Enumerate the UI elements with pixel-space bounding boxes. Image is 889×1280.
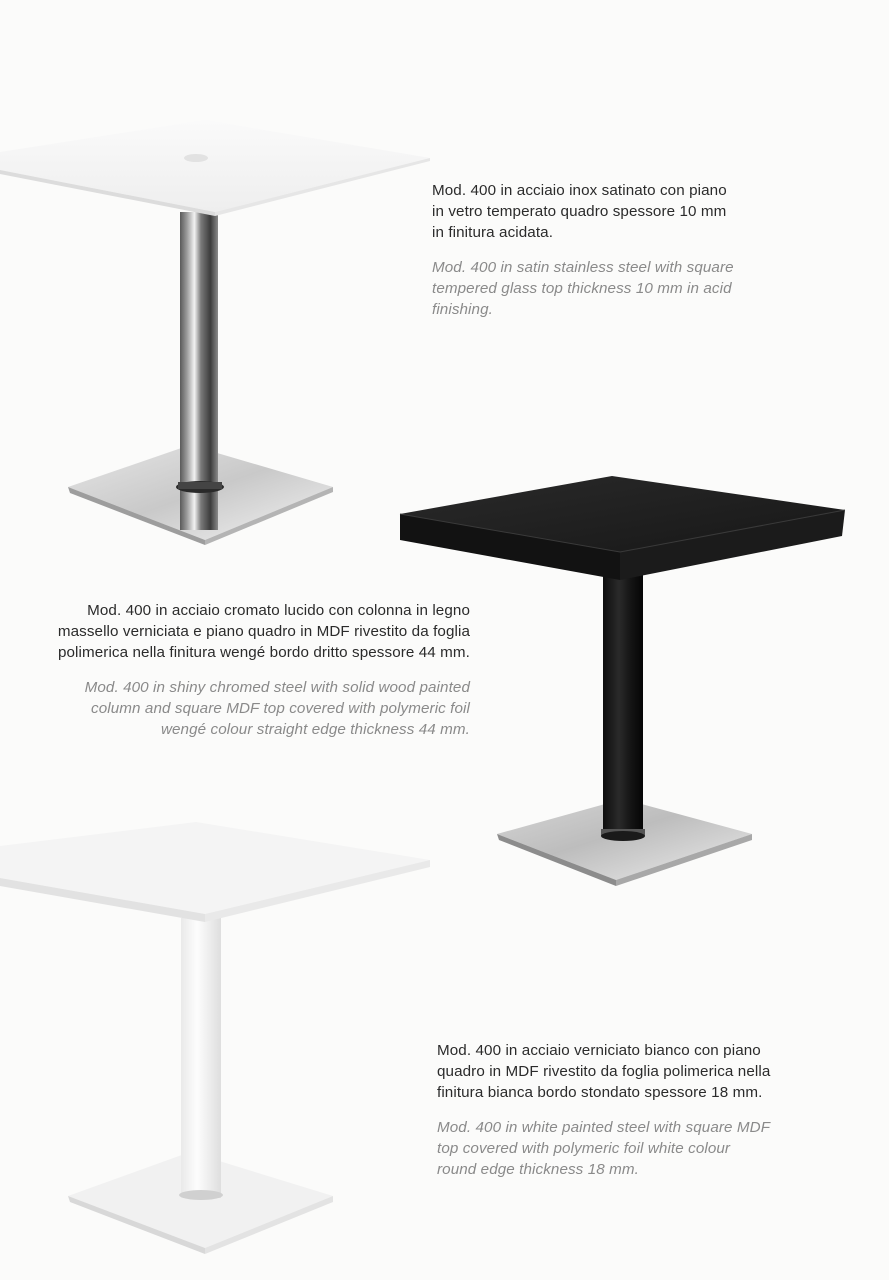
description-italian: Mod. 400 in acciaio cromato lucido con colonna in legno massello verniciata e piano quadro in MDF rivestito da foglia polimerica nella finitura wengé bordo dritto spessore 44 mm. bbox=[57, 602, 470, 661]
description-italian: Mod. 400 in acciaio verniciato bianco con piano quadro in MDF rivestito da foglia polimerica nella finitura bianca bordo stondato spessore 18 mm. bbox=[437, 1042, 771, 1101]
table-photo-white-painted bbox=[0, 822, 430, 1254]
product-description-2 bbox=[8, 600, 470, 740]
description-english: Mod. 400 in shiny chromed steel with solid wood painted column and square MDF top covered with polymeric foil wengé colour straight edge thickness 44 mm. bbox=[84, 679, 470, 738]
description-italian: Mod. 400 in acciaio inox satinato con piano in vetro temperato quadro spessore 10 mm in finitura acidata. bbox=[432, 182, 727, 241]
table-photo-satin-steel-glass bbox=[0, 120, 430, 545]
description-english: Mod. 400 in satin stainless steel with square tempered glass top thickness 10 mm in acid finishing. bbox=[432, 259, 734, 318]
product-description-3 bbox=[437, 1040, 817, 1180]
description-english: Mod. 400 in white painted steel with square MDF top covered with polymeric foil white colour round edge thickness 18 mm. bbox=[437, 1119, 771, 1178]
product-description-1 bbox=[432, 180, 792, 320]
